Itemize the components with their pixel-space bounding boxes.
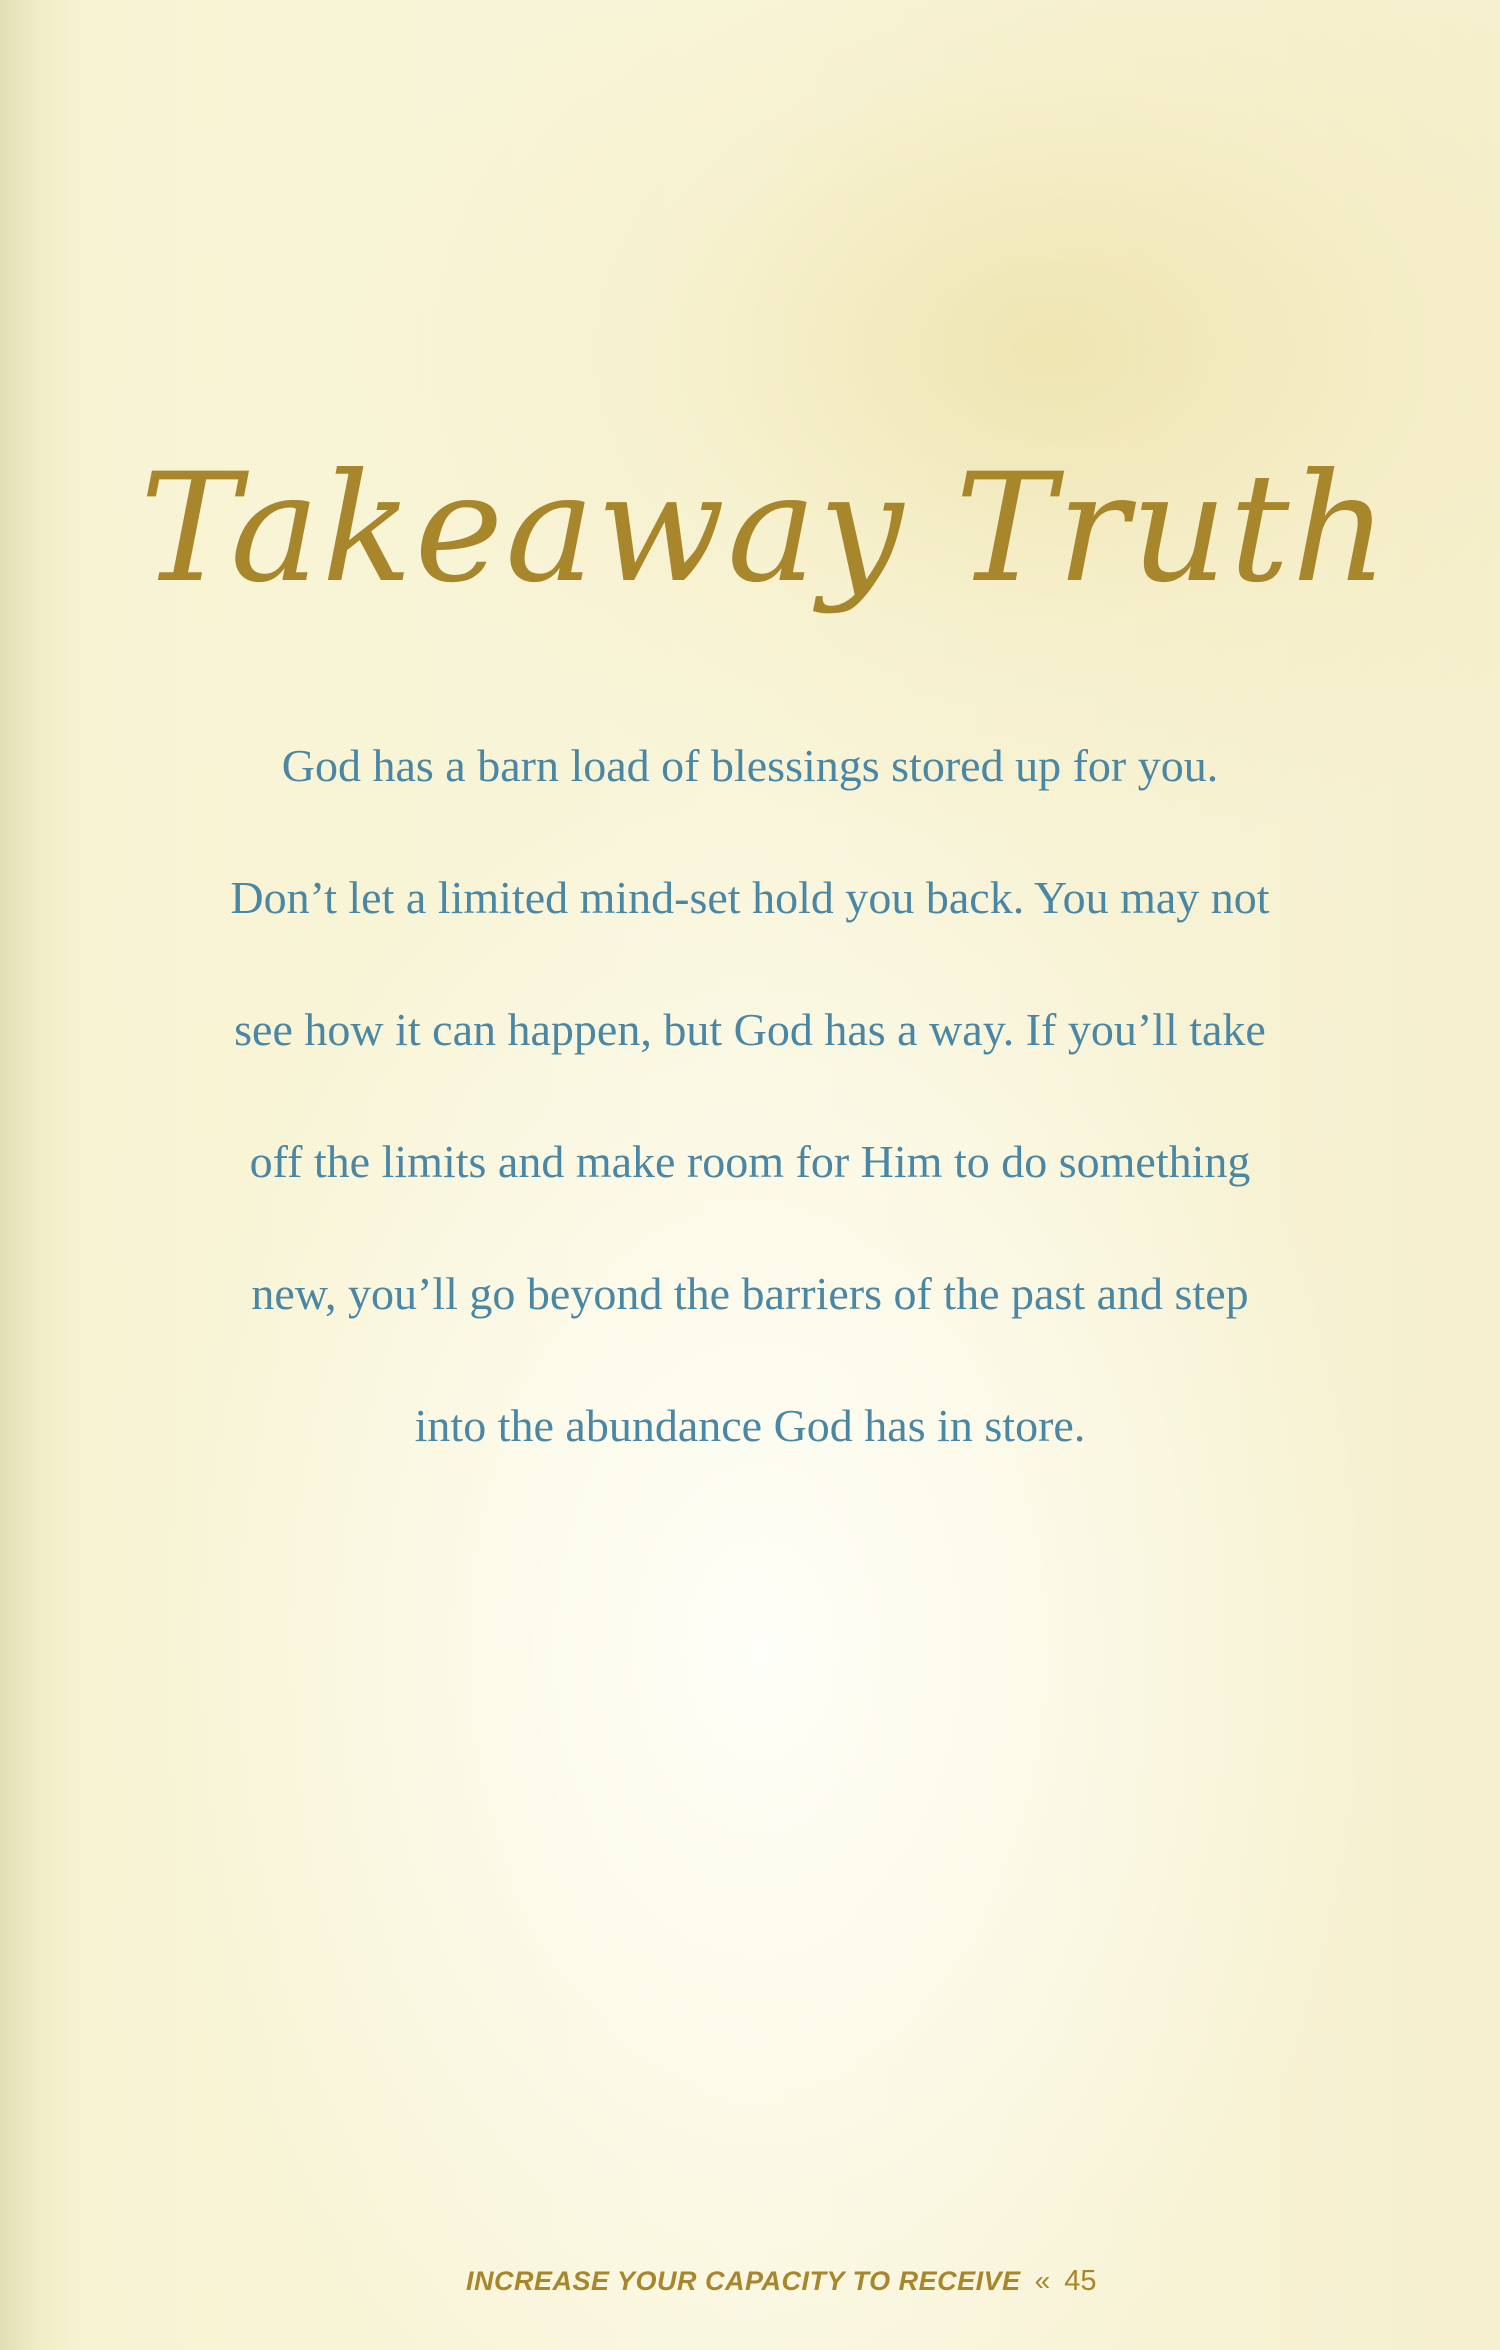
running-head: INCREASE YOUR CAPACITY TO RECEIVE <box>466 2266 1021 2296</box>
body-paragraph <box>130 700 1370 1492</box>
double-chevron-icon: « <box>1034 2265 1051 2296</box>
page-heading <box>139 420 1391 660</box>
body-line: see how it can happen, but God has a way. If you’ll take <box>234 1004 1266 1055</box>
body-line: new, you’ll go beyond the barriers of the past and step <box>251 1268 1249 1319</box>
heading-script <box>139 420 1391 660</box>
page-footer <box>466 2265 1096 2305</box>
body-line: Don’t let a limited mind-set hold you back. You may not <box>230 872 1270 923</box>
body-line: God has a barn load of blessings stored up for you. <box>281 740 1219 791</box>
page-number: 45 <box>1064 2265 1097 2297</box>
heading-text: Takeaway Truth <box>139 442 1391 616</box>
body-line: off the limits and make room for Him to do something <box>249 1136 1251 1187</box>
body-line: into the abundance God has in store. <box>414 1400 1086 1451</box>
